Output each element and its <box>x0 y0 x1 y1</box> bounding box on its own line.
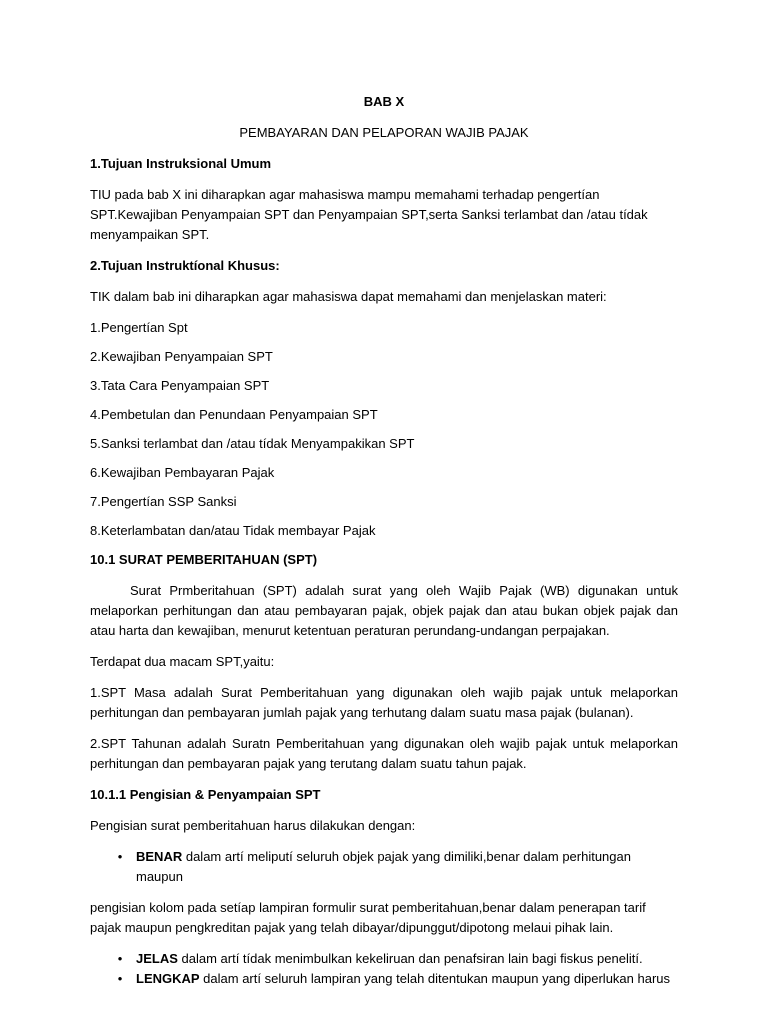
section-10-1-heading: 10.1 SURAT PEMBERITAHUAN (SPT) <box>90 552 318 567</box>
section-1-heading: 1.Tujuan Instruksional Umum <box>90 156 272 171</box>
section-10-1-1-intro: Pengisian surat pemberitahuan harus dilakukan dengan: <box>90 818 416 833</box>
list-item: 4.Pembetulan dan Penundaan Penyampaian SPT <box>90 407 378 422</box>
benar-continuation-text: pengisian kolom pada setíap lampiran formulir surat pemberitahuan,benar dalam penerapan tarif pajak maupun pengkreditan pajak yang telah dibayar/dipunggut/dipotong melaui pihak lain. <box>90 900 646 935</box>
chapter-number: BAB X <box>363 94 405 109</box>
bullet-text-jelas: dalam artí tídak menimbulkan kekeliruan dan penafsiran lain bagi fiskus penelití. <box>177 951 643 966</box>
bullet-icon: • <box>117 951 123 966</box>
benar-bullet-list <box>90 847 678 887</box>
bullet-term-jelas: JELAS <box>136 951 178 966</box>
list-item: 7.Pengertían SSP Sanksi <box>90 494 237 509</box>
list-item: 3.Tata Cara Penyampaian SPT <box>90 378 270 393</box>
list-item: 6.Kewajiban Pembayaran Pajak <box>90 465 275 480</box>
chapter-title: PEMBAYARAN DAN PELAPORAN WAJIB PAJAK <box>239 125 529 140</box>
bullet-term-lengkap: LENGKAP <box>136 971 200 986</box>
bullet-text-benar: dalam artí meliputí seluruh objek pajak yang dimiliki,benar dalam perhitungan maupun <box>136 849 631 884</box>
list-item <box>90 847 678 887</box>
list-item: 1.Pengertían Spt <box>90 320 188 335</box>
list-item: 2.Kewajiban Penyampaian SPT <box>90 349 273 364</box>
section-2-intro: TIK dalam bab ini diharapkan agar mahasiswa dapat memahami dan menjelaskan materi: <box>90 289 607 304</box>
spt-types-intro: Terdapat dua macam SPT,yaitu: <box>90 654 275 669</box>
section-2-heading: 2.Tujuan Instruktíonal Khusus: <box>90 258 280 273</box>
document-page <box>90 92 678 989</box>
list-item: 5.Sanksi terlambat dan /atau tídak Menyampakikan SPT <box>90 436 415 451</box>
bullet-icon: • <box>117 971 123 986</box>
section-10-1-text: Surat Prmberitahuan (SPT) adalah surat yang oleh Wajib Pajak (WB) digunakan untuk melaporkan perhitungan dan atau pembayaran pajak, objek pajak dan atau bukan objek pajak dan atau harta dan kewajiban, menurut ketentuan peraturan perundang-undangan perpajakan. <box>90 583 678 638</box>
spt-tahunan-text: 2.SPT Tahunan adalah Suratn Pemberitahuan yang digunakan oleh wajib pajak untuk melaporkan perhitungan dan pembayaran pajak yang terutang dalam suatu tahun pajak. <box>90 736 678 771</box>
spt-masa-text: 1.SPT Masa adalah Surat Pemberitahuan yang digunakan oleh wajib pajak untuk melaporkan perhitungan dan pembayaran jumlah pajak yang terhutang dalam suatu masa pajak (bulanan). <box>90 685 678 720</box>
bullet-icon: • <box>117 849 123 864</box>
section-1-text: TIU pada bab X ini diharapkan agar mahasiswa mampu memahami terhadap pengertían SPT.Kewajiban Penyampaian SPT dan Penyampaian SPT,serta Sanksi terlambat dan /atau tídak menyampaikan SPT. <box>90 187 648 242</box>
section-10-1-1-heading: 10.1.1 Pengisian & Penyampaian SPT <box>90 787 321 802</box>
list-item <box>90 969 678 989</box>
list-item <box>90 949 678 969</box>
jelas-lengkap-bullet-list <box>90 949 678 989</box>
bullet-term-benar: BENAR <box>136 849 183 864</box>
list-item: 8.Keterlambatan dan/atau Tidak membayar Pajak <box>90 523 376 538</box>
bullet-text-lengkap: dalam artí seluruh lampiran yang telah ditentukan maupun yang diperlukan harus <box>199 971 671 986</box>
